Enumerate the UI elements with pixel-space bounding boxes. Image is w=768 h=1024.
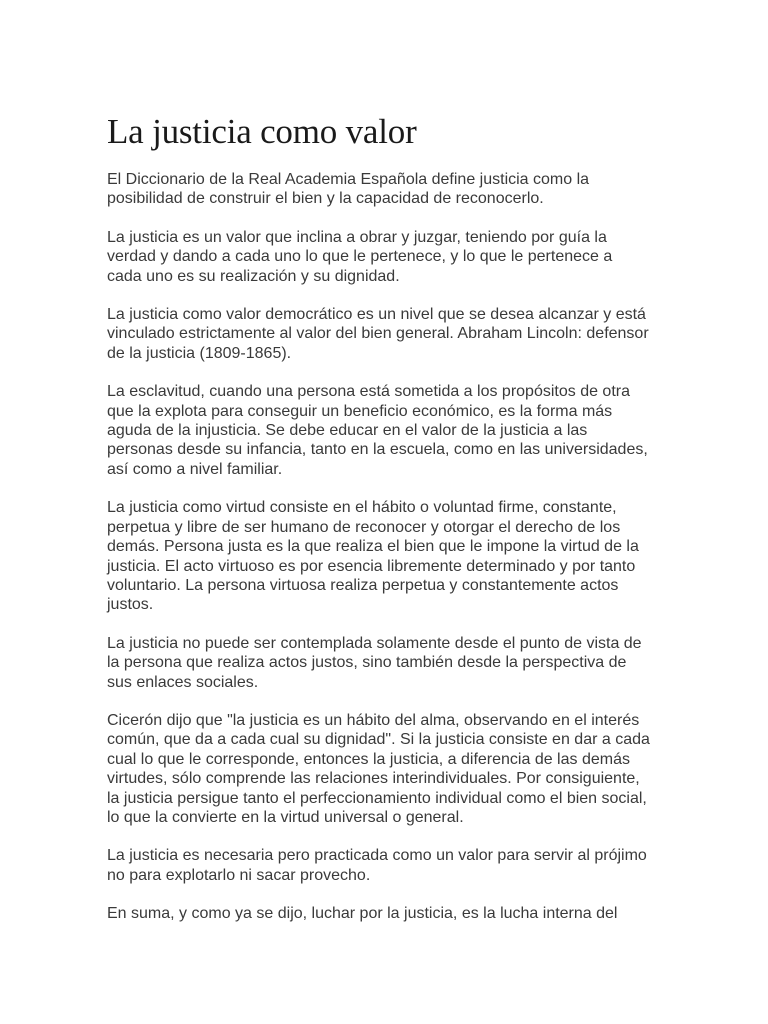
paragraph-line: demás. Persona justa es la que realiza el bien que le impone la virtud de la	[107, 538, 639, 556]
paragraph-line: aguda de la injusticia. Se debe educar en el valor de la justicia a las	[107, 422, 588, 440]
body-paragraph	[107, 382, 667, 479]
paragraph-line: que la explota para conseguir un beneficio económico, es la forma más	[107, 402, 613, 420]
body-paragraph	[107, 846, 667, 885]
paragraph-line: La justicia como valor democrático es un nivel que se desea alcanzar y está	[107, 306, 646, 324]
paragraph-line: La justicia no puede ser contemplada solamente desde el punto de vista de	[107, 634, 642, 652]
body-paragraph	[107, 634, 667, 692]
paragraph-line: verdad y dando a cada uno lo que le pertenece, y lo que le pertenece a	[107, 248, 613, 266]
body-paragraph	[107, 498, 667, 614]
paragraph-line: vinculado estrictamente al valor del bien general. Abraham Lincoln: defensor	[107, 325, 649, 343]
paragraph-line: En suma, y como ya se dijo, luchar por la justicia, es la lucha interna del	[107, 905, 618, 923]
paragraph-line: lo que la convierte en la virtud universal o general.	[107, 808, 464, 826]
document-page	[107, 112, 667, 943]
paragraph-line: justos.	[107, 596, 154, 614]
paragraph-line: El Diccionario de la Real Academia Española define justicia como la	[107, 171, 590, 188]
paragraph-line: La justicia es necesaria pero practicada como un valor para servir al prójimo	[107, 847, 647, 865]
paragraph-line: La justicia como virtud consiste en el hábito o voluntad firme, constante,	[107, 499, 617, 517]
body-paragraph	[107, 904, 667, 923]
body-paragraph	[107, 305, 667, 363]
paragraph-line: voluntario. La persona virtuosa realiza perpetua y constantemente actos	[107, 576, 619, 594]
article-body	[107, 170, 667, 924]
paragraph-line: La justicia es un valor que inclina a obrar y juzgar, teniendo por guía la	[107, 228, 607, 246]
paragraph-line: no para explotarlo ni sacar provecho.	[107, 866, 371, 884]
paragraph-line: cual lo que le corresponde, entonces la justicia, a diferencia de las demás	[107, 750, 630, 768]
paragraph-line: personas desde su infancia, tanto en la escuela, como en las universidades,	[107, 441, 648, 459]
body-paragraph	[107, 228, 667, 286]
paragraph-line: cada uno es su realización y su dignidad.	[107, 267, 400, 285]
paragraph-line: justicia. El acto virtuoso es por esencia libremente determinado y por tanto	[107, 557, 636, 575]
paragraph-line: sus enlaces sociales.	[107, 673, 259, 691]
paragraph-line: la justicia persigue tanto el perfeccionamiento individual como el bien social,	[107, 789, 647, 807]
paragraph-line: perpetua y libre de ser humano de reconocer y otorgar el derecho de los	[107, 518, 621, 536]
body-paragraph	[107, 711, 667, 827]
paragraph-line: Cicerón dijo que "la justicia es un hábito del alma, observando en el interés	[107, 711, 640, 729]
paragraph-line: posibilidad de construir el bien y la capacidad de reconocerlo.	[107, 190, 544, 208]
page-title: La justicia como valor	[107, 112, 417, 151]
paragraph-line: común, que da a cada cual su dignidad". Si la justicia consiste en dar a cada	[107, 731, 650, 749]
paragraph-line: la persona que realiza actos justos, sino también desde la perspectiva de	[107, 654, 627, 672]
paragraph-line: así como a nivel familiar.	[107, 460, 283, 478]
paragraph-line: virtudes, sólo comprende las relaciones interindividuales. Por consiguiente,	[107, 770, 640, 788]
paragraph-line: La esclavitud, cuando una persona está sometida a los propósitos de otra	[107, 383, 630, 401]
paragraph-line: de la justicia (1809-1865).	[107, 344, 292, 362]
body-paragraph	[107, 170, 667, 209]
